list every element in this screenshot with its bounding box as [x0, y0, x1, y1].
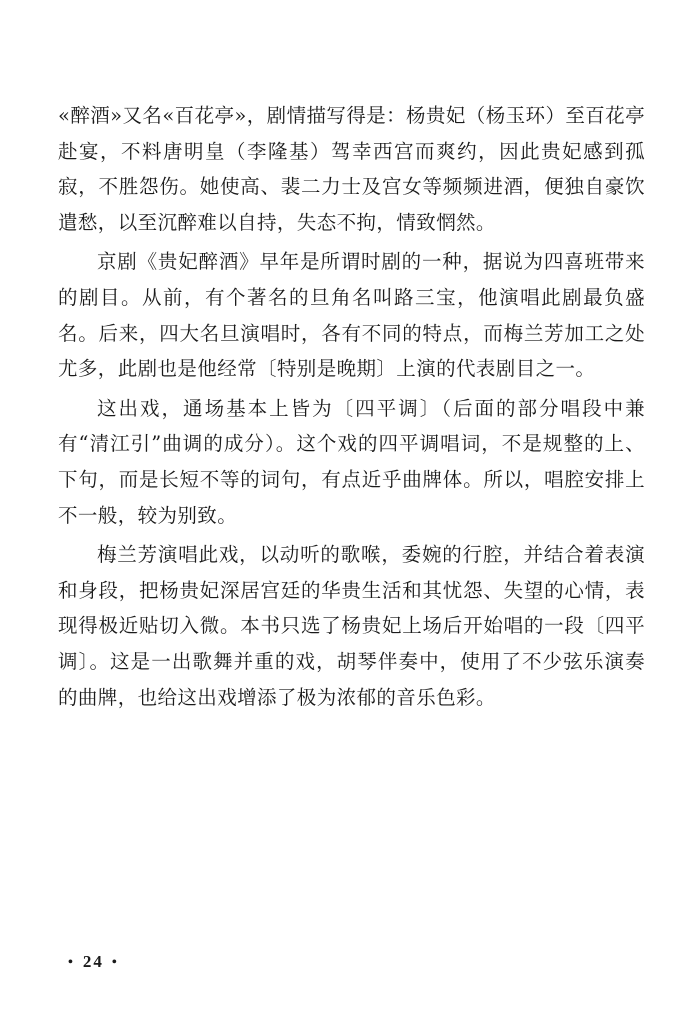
page-number-value: 24 [82, 952, 104, 971]
paragraph-4: 梅兰芳演唱此戏，以动听的歌喉，委婉的行腔，并结合着表演和身段，把杨贵妃深居宫廷的华贵生活和其忧怨、失望的心情，表现得极近贴切入微。本书只选了杨贵妃上场后开始唱的一段〔四平调〕。这是一出歌舞并重的戏，胡琴伴奏中，使用了不少弦乐演奏的曲牌，也给这出戏增添了极为浓郁的音乐色彩。 [58, 543, 645, 709]
paragraph-3: 这出戏，通场基本上皆为〔四平调〕（后面的部分唱段中兼有“清江引”曲调的成分）。这个戏的四平调唱词，不是规整的上、下句，而是长短不等的词句，有点近乎曲牌体。所以，唱腔安排上不一般，较为别致。 [58, 396, 645, 527]
paragraph-1: «醉酒»又名«百花亭»，剧情描写得是：杨贵妃（杨玉环）至百花亭赴宴，不料唐明皇（李隆基）驾幸西宫而爽约，因此贵妃感到孤寂，不胜怨伤。她使高、裴二力士及宫女等频频进酒，便独自豪饮遣愁，以至沉醉难以自持，失态不拘，情致惘然。 [58, 104, 645, 234]
page-number-bullet-right: • [111, 955, 119, 971]
paragraph-2: 京剧《贵妃醉酒》早年是所谓时剧的一种，据说为四喜班带来的剧目。从前，有个著名的旦角名叫路三宝，他演唱此剧最负盛名。后来，四大名旦演唱时，各有不同的特点，而梅兰芳加工之处尤多，此剧也是他经常〔特别是晚期〕上演的代表剧目之一。 [58, 250, 645, 381]
body-text [58, 98, 645, 715]
page-number-bullet-left: • [68, 955, 75, 971]
page-number [60, 952, 127, 972]
